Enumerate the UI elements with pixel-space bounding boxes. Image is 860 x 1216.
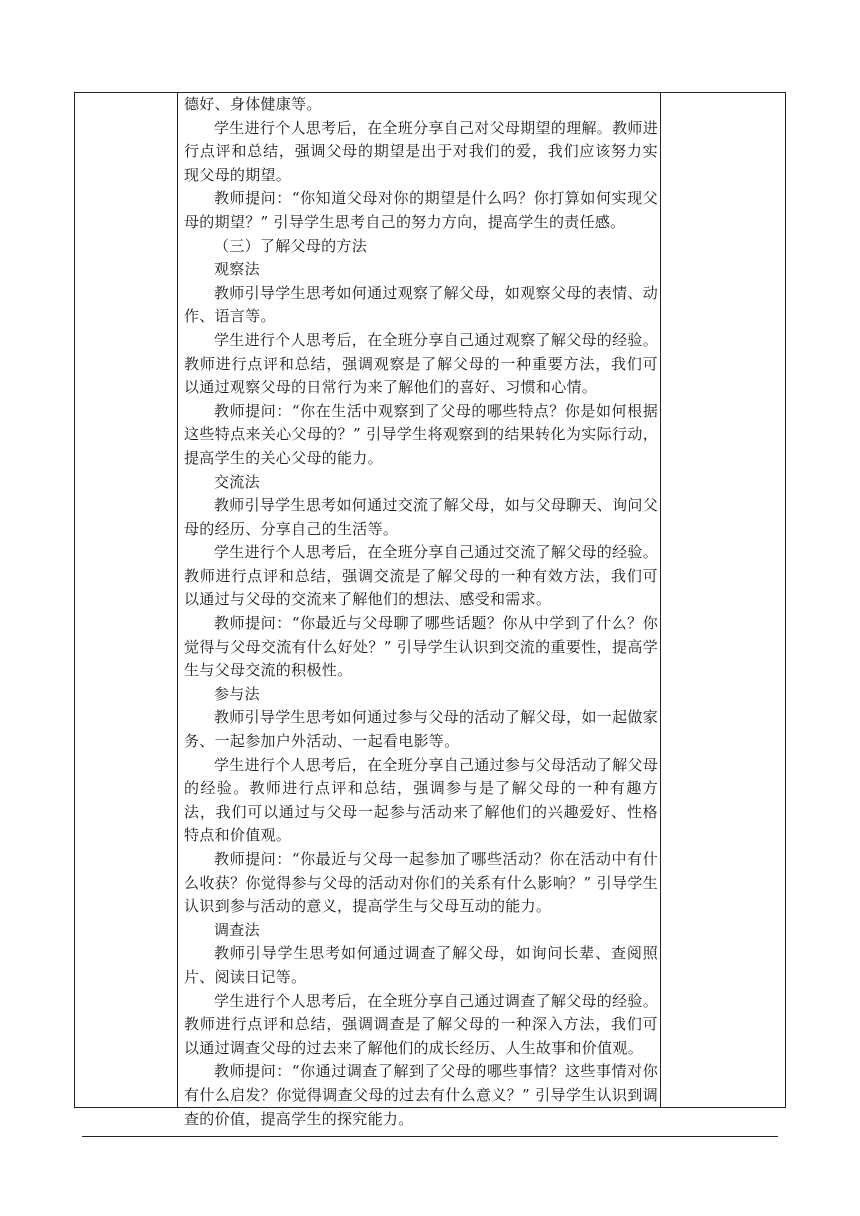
paragraph: 学生进行个人思考后，在全班分享自己通过调查了解父母的经验。教师进行点评和总结，强调调查是了解父母的一种深入方法，我们可以通过调查父母的过去来了解他们的成长经历、人生故事和价值观。 bbox=[184, 991, 658, 1057]
paragraph-continuation: 德好、身体健康等。 bbox=[184, 95, 322, 113]
section-heading: （三）了解父母的方法 bbox=[214, 236, 368, 255]
paragraph: 教师引导学生思考如何通过调查了解父母，如询问长辈、查阅照片、阅读日记等。 bbox=[184, 944, 658, 986]
method-heading-investigation: 调查法 bbox=[214, 920, 260, 939]
paragraph: 学生进行个人思考后，在全班分享自己通过观察了解父母的经验。教师进行点评和总结，强调观察是了解父母的一种重要方法，我们可以通过观察父母的日常行为来了解他们的喜好、习惯和心情。 bbox=[184, 330, 658, 397]
method-heading-communication: 交流法 bbox=[214, 472, 260, 491]
paragraph: 教师引导学生思考如何通过观察了解父母，如观察父母的表情、动作、语言等。 bbox=[184, 283, 658, 326]
footer-divider bbox=[82, 1136, 778, 1137]
paragraph: 教师提问：“你在生活中观察到了父母的哪些特点？你是如何根据这些特点来关心父母的？” 引导学生将观察到的结果转化为实际行动，提高学生的关心父母的能力。 bbox=[184, 401, 658, 467]
paragraph: 学生进行个人思考后，在全班分享自己通过交流了解父母的经验。教师进行点评和总结，强调交流是了解父母的一种有效方法，我们可以通过与父母的交流来了解他们的想法、感受和需求。 bbox=[184, 543, 658, 609]
left-column-cell bbox=[75, 93, 178, 1107]
paragraph: 教师引导学生思考如何通过参与父母的活动了解父母，如一起做家务、一起参加户外活动、一起看电影等。 bbox=[184, 708, 658, 751]
paragraph: 学生进行个人思考后，在全班分享自己通过参与父母活动了解父母的经验。教师进行点评和总结，强调参与是了解父母的一种有趣方法，我们可以通过与父母一起参与活动来了解他们的兴趣爱好、性格特点和价值观。 bbox=[184, 755, 658, 845]
method-heading-observation: 观察法 bbox=[214, 260, 260, 279]
paragraph: 教师提问：“你知道父母对你的期望是什么吗？你打算如何实现父母的期望？” 引导学生思考自己的努力方向，提高学生的责任感。 bbox=[184, 189, 658, 231]
paragraph: 教师提问：“你最近与父母聊了哪些话题？你从中学到了什么？你觉得与父母交流有什么好处？” 引导学生认识到交流的重要性，提高学生与父母交流的积极性。 bbox=[184, 614, 658, 680]
method-heading-participation: 参与法 bbox=[214, 684, 260, 703]
paragraph: 教师引导学生思考如何通过交流了解父母，如与父母聊天、询问父母的经历、分享自己的生活等。 bbox=[184, 496, 658, 538]
right-column-cell bbox=[661, 93, 785, 1107]
paragraph: 学生进行个人思考后，在全班分享自己对父母期望的理解。教师进行点评和总结，强调父母的期望是出于对我们的爱，我们应该努力实现父母的期望。 bbox=[184, 118, 658, 184]
lesson-content bbox=[184, 93, 658, 1131]
main-content-cell bbox=[179, 93, 661, 1128]
paragraph: 教师提问：“你通过调查了解到了父母的哪些事情？这些事情对你有什么启发？你觉得调查父母的过去有什么意义？” 引导学生认识到调查的价值，提高学生的探究能力。 bbox=[184, 1062, 658, 1128]
paragraph: 教师提问：“你最近与父母一起参加了哪些活动？你在活动中有什么收获？你觉得参与父母的活动对你们的关系有什么影响？” 引导学生认识到参与活动的意义，提高学生与父母互动的能力。 bbox=[184, 850, 658, 916]
lesson-plan-table bbox=[74, 92, 786, 1128]
